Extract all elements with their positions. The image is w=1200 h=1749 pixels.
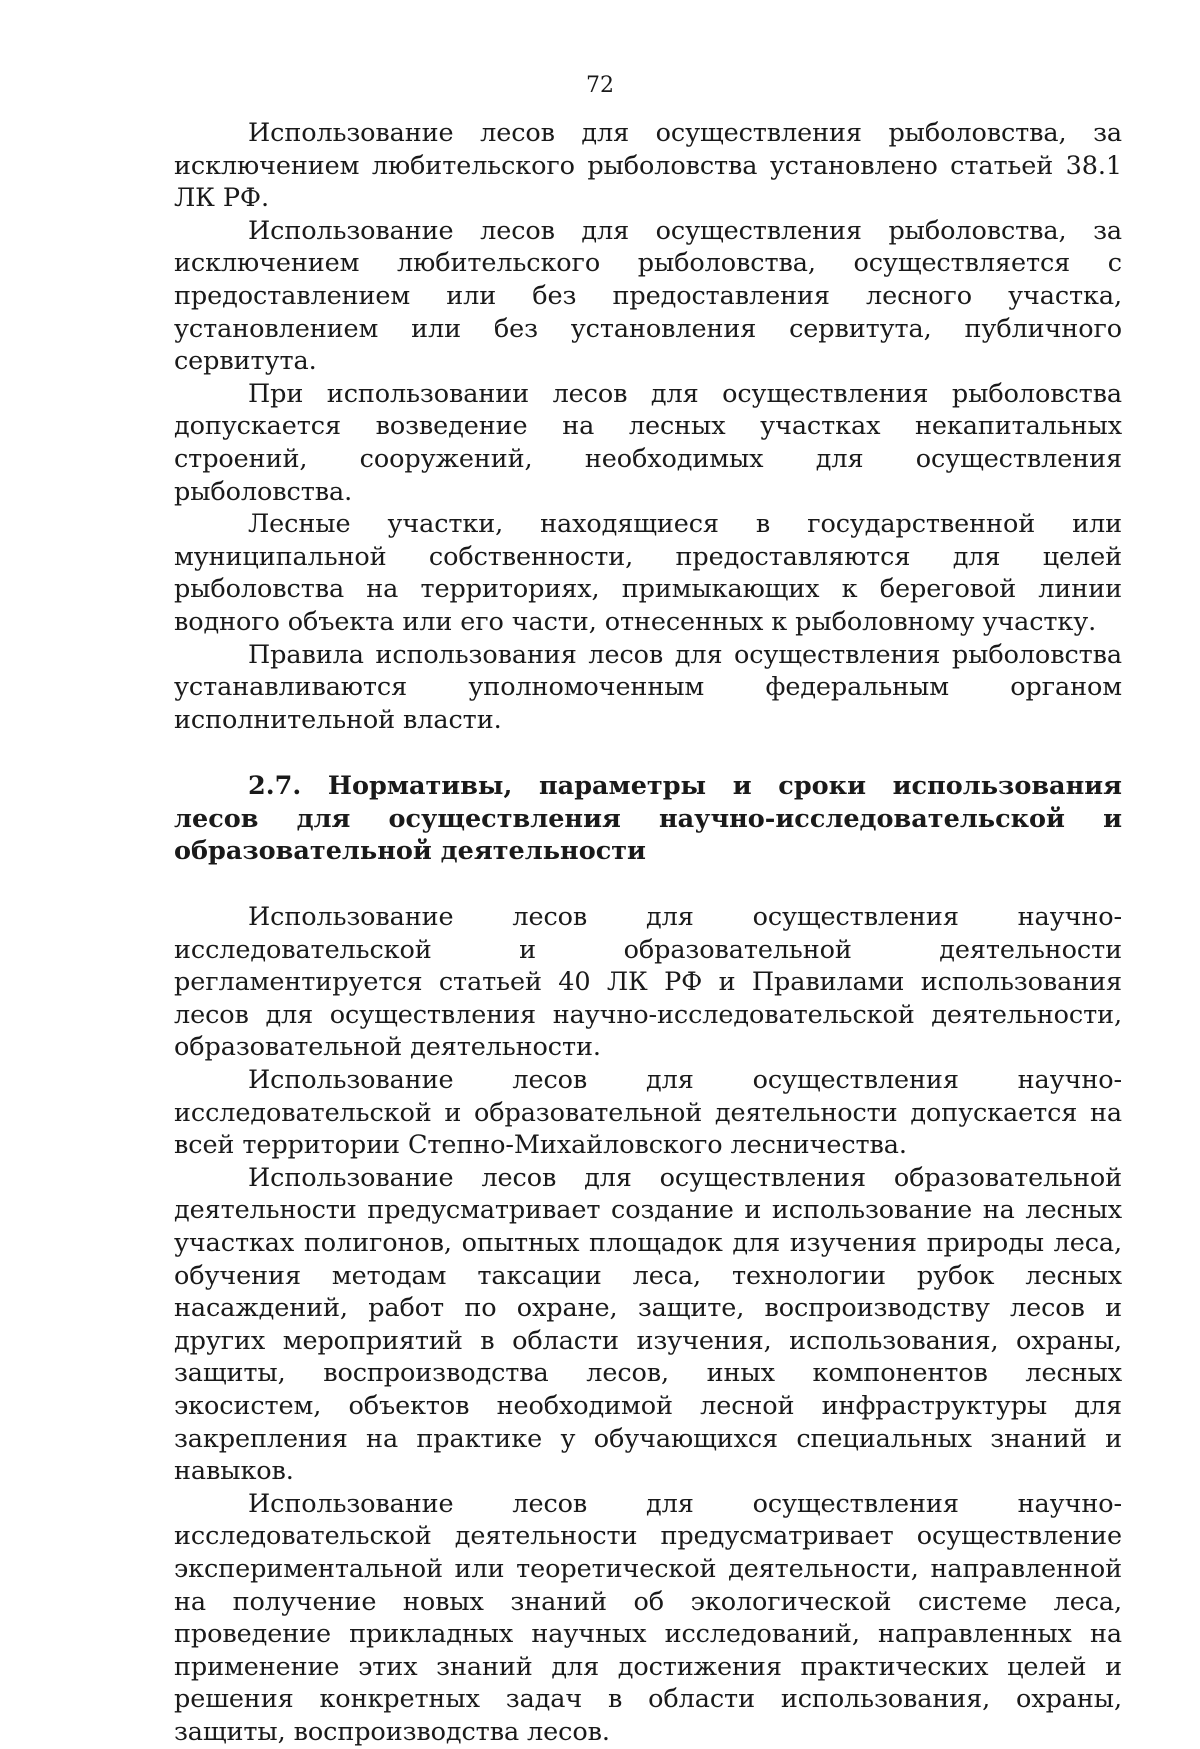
paragraph: Использование лесов для осуществления образовательной деятельности предусматривает создание и использование на лесных участках полигонов, опытных площадок для изучения природы леса, обучения методам таксации леса, технологии рубок лесных насаждений, работ по охране, защите, воспроизводству лесов и других мероприятий в области изучения, использования, охраны, защиты, воспроизводства лесов, иных компонентов лесных экосистем, объектов необходимой лесной инфраструктуры для закрепления на практике у обучающихся специальных знаний и навыков. [174,1162,1122,1487]
paragraph: При использовании лесов для осуществления рыболовства допускается возведение на лесных участках некапитальных строений, сооружений, необходимых для осуществления рыболовства. [174,378,1122,507]
page-number: 72 [586,73,614,98]
paragraph: Лесные участки, находящиеся в государственной или муниципальной собственности, предоставляются для целей рыболовства на территориях, примыкающих к береговой линии водного объекта или его части, отнесенных к рыболовному участку. [174,509,1122,637]
paragraph: Использование лесов для осуществления научно-исследовательской деятельности предусматривает осуществление экспериментальной или теоретической деятельности, направленной на получение новых знаний об экологической системе леса, проведение прикладных научных исследований, направленных на применение этих знаний для достижения практических целей и решения конкретных задач в области использования, охраны, защиты, воспроизводства лесов. [174,1488,1122,1747]
page-content [174,117,1122,1749]
paragraph: Использование лесов для осуществления научно-исследовательской и образовательной деятельности регламентируется статьей 40 ЛК РФ и Правилами использования лесов для осуществления научно-исследовательской деятельности, образовательной деятельности. [174,902,1122,1063]
paragraph: Использование лесов для осуществления рыболовства, за исключением любительского рыболовства установлено статьей 38.1 ЛК РФ. [174,118,1122,214]
paragraph: Правила использования лесов для осуществления рыболовства устанавливаются уполномоченным федеральным органом исполнительной власти. [174,639,1122,735]
paragraph: Использование лесов для осуществления научно-исследовательской и образовательной деятельности допускается на всей территории Степно-Михайловского лесничества. [174,1065,1122,1161]
section-heading: 2.7. Нормативы, параметры и сроки использования лесов для осуществления научно-исследовательской и образовательной деятельности [174,771,1122,867]
paragraph: Использование лесов для осуществления рыболовства, за исключением любительского рыболовства, осуществляется с предоставлением или без предоставления лесного участка, установлением или без установления сервитута, публичного сервитута. [174,215,1122,377]
